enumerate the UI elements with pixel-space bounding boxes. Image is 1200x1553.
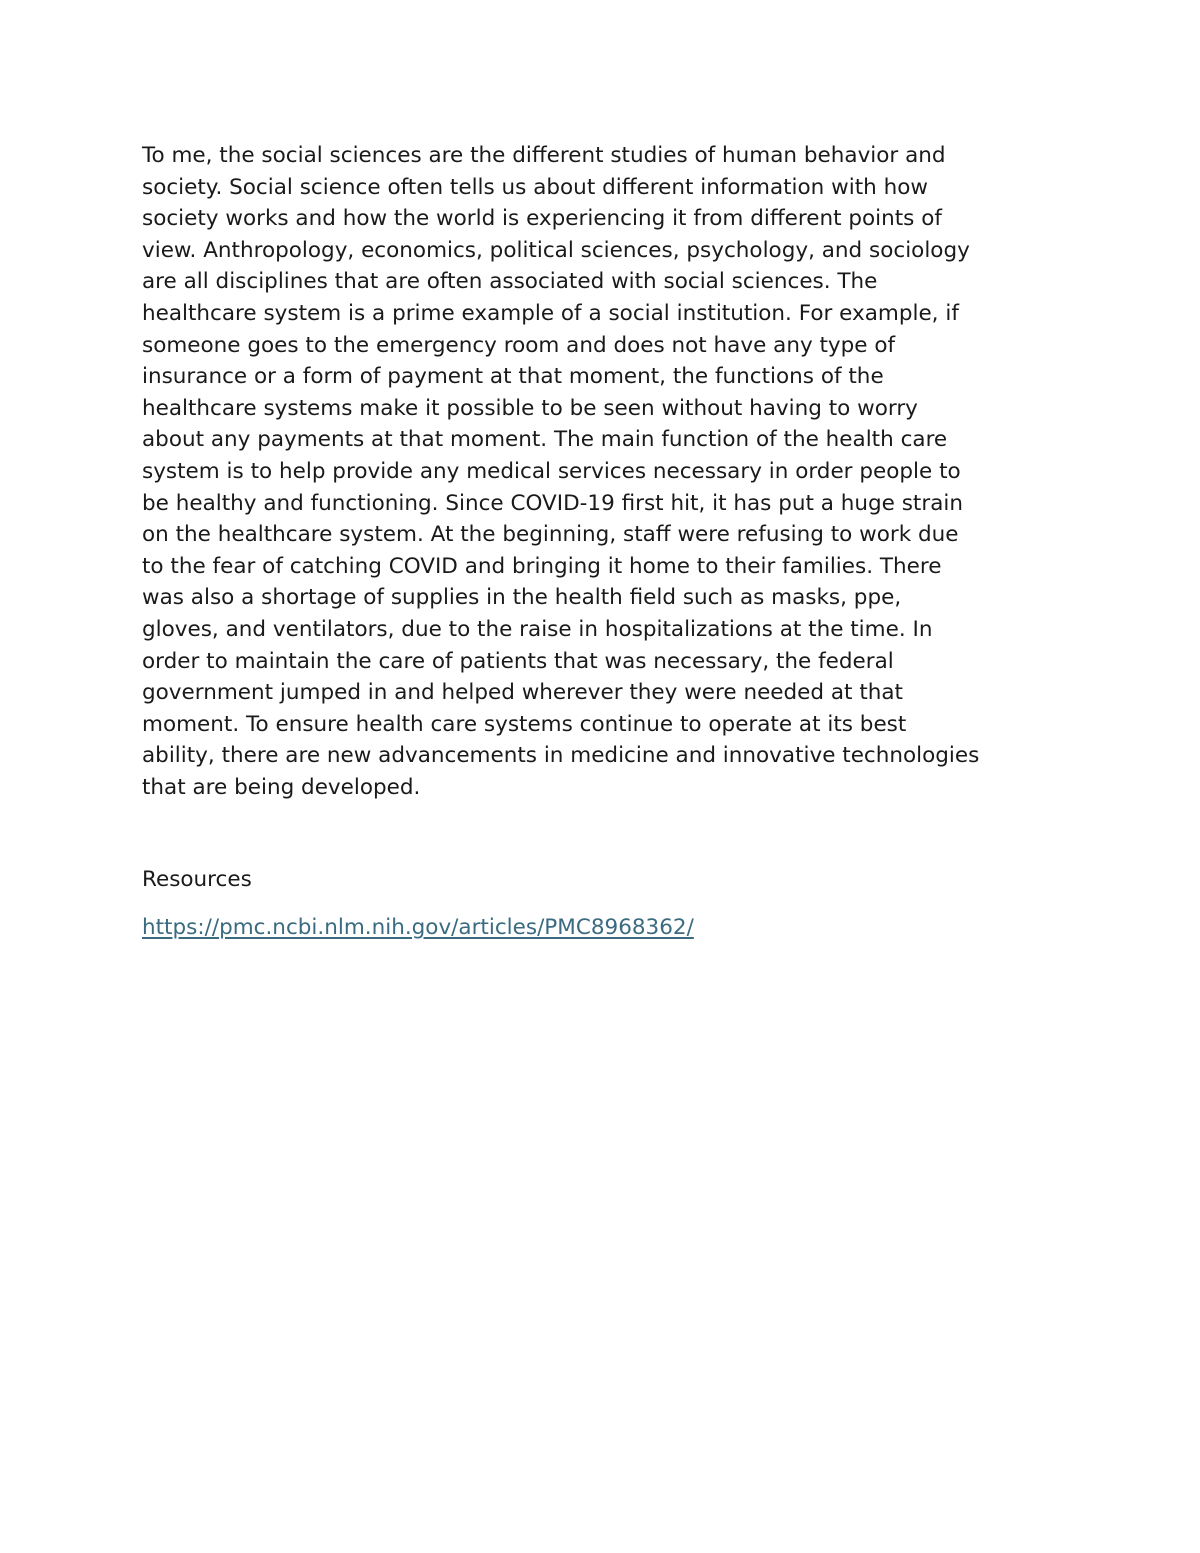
- body-line: government jumped in and helped wherever they were needed at that: [142, 680, 903, 706]
- body-line: order to maintain the care of patients that was necessary, the federal: [142, 648, 894, 674]
- body-line: To me, the social sciences are the different studies of human behavior and: [142, 143, 946, 168]
- resources-heading: Resources: [142, 867, 252, 892]
- body-line: to the fear of catching COVID and bringing it home to their families. There: [142, 553, 942, 579]
- document-content: [142, 140, 1062, 940]
- body-line: that are being developed.: [142, 774, 421, 800]
- body-line: view. Anthropology, economics, political sciences, psychology, and sociology: [142, 237, 970, 263]
- body-line: system is to help provide any medical services necessary in order people to: [142, 458, 961, 484]
- body-paragraph: [142, 140, 1062, 803]
- body-line: about any payments at that moment. The main function of the health care: [142, 427, 948, 453]
- body-line: ability, there are new advancements in medicine and innovative technologies: [142, 743, 980, 769]
- resource-link[interactable]: https://pmc.ncbi.nlm.nih.gov/articles/PMC8968362/: [142, 915, 694, 940]
- body-line: healthcare system is a prime example of a social institution. For example, if: [142, 300, 959, 326]
- body-line: society works and how the world is experiencing it from different points of: [142, 206, 942, 232]
- body-line: insurance or a form of payment at that moment, the functions of the: [142, 364, 884, 390]
- body-line: society. Social science often tells us about different information with how: [142, 174, 928, 200]
- body-line: are all disciplines that are often associated with social sciences. The: [142, 269, 878, 295]
- body-line: was also a shortage of supplies in the health field such as masks, ppe,: [142, 585, 902, 611]
- body-line: healthcare systems make it possible to be seen without having to worry: [142, 395, 918, 421]
- body-line: moment. To ensure health care systems continue to operate at its best: [142, 711, 907, 737]
- body-line: someone goes to the emergency room and does not have any type of: [142, 332, 896, 358]
- body-line: gloves, and ventilators, due to the raise in hospitalizations at the time. In: [142, 616, 933, 642]
- body-line: be healthy and functioning. Since COVID-19 first hit, it has put a huge strain: [142, 490, 963, 516]
- body-line: on the healthcare system. At the beginning, staff were refusing to work due: [142, 522, 959, 548]
